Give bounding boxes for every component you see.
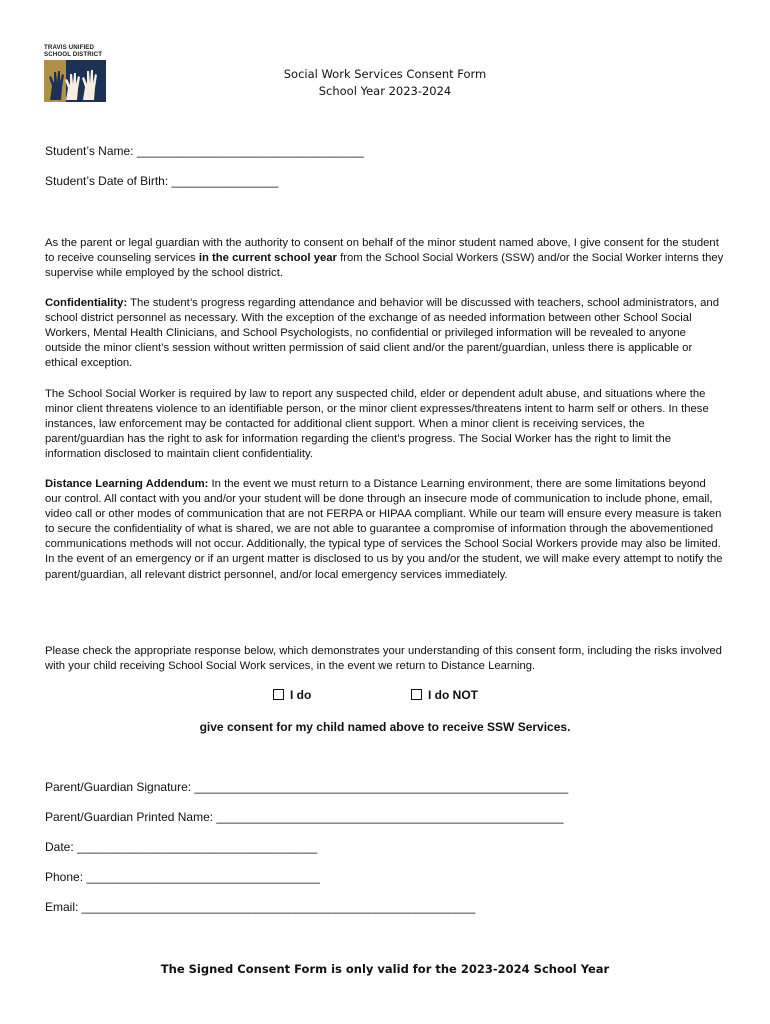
distance-learning-paragraph: Distance Learning Addendum: In the event we must return to a Distance Learning environment, there are some limitations beyond our control. All contact with you and/or your student will be done through an insecure mode of communication to include phone, email, video call or other modes of communication that are not FERPA or HIPAA compliant. While our team will ensure every measure is taken to secure the confidentiality of what is shared, we are not able to guarantee a compromise of information through the abovementioned communications methods will not occur. Additionally, the typical type of services the School Social Workers provide may also be limited. In the event of an emergency or if an urgent matter is disclosed to us by you and/or the student, we will make every attempt to notify the parent/guardian, all relevant district personnel, and/or local emergency services immediately. <box>45 478 723 581</box>
intro-paragraph: As the parent or legal guardian with the authority to consent on behalf of the minor student named above, I give consent for the student to receive counseling services in the current school year from the School Social Workers (SSW) and/or the Social Worker interns they supervise while employed by the school district. <box>45 237 724 280</box>
logo-line-1: TRAVIS UNIFIED <box>44 44 95 51</box>
school-year: School Year 2023-2024 <box>318 84 452 98</box>
reporting-paragraph: The School Social Worker is required by law to report any suspected child, elder or dependent adult abuse, and situations where the minor client threatens violence to an identifiable person, or the minor client expresses/threatens intent to harm self or others. In these instances, law enforcement may be contacted for additional client support. When a minor client is receiving services, the parent/guardian has the right to ask for information regarding the client’s progress. The Social Worker has the right to limit the information disclosed to maintain client confidentiality. <box>45 388 709 461</box>
student-name-field[interactable]: Student’s Name: __________________________________ <box>45 144 364 158</box>
consent-no-option[interactable]: I do NOT <box>411 688 478 702</box>
date-field[interactable]: Date: ____________________________________ <box>45 840 318 854</box>
consent-statement: give consent for my child named above to receive SSW Services. <box>199 720 571 734</box>
guardian-signature-field[interactable]: Parent/Guardian Signature: ________________________________________________________ <box>45 780 569 794</box>
student-dob-field[interactable]: Student’s Date of Birth: ________________ <box>45 174 279 188</box>
checkbox-no[interactable] <box>411 689 422 700</box>
checkbox-yes[interactable] <box>273 689 284 700</box>
distance-learning-label: Distance Learning Addendum: <box>45 478 209 490</box>
phone-field[interactable]: Phone: ___________________________________ <box>45 870 320 884</box>
confidentiality-label: Confidentiality: <box>45 297 128 309</box>
intro-emphasis: in the current school year <box>198 252 337 265</box>
form-title: Social Work Services Consent Form <box>283 67 487 81</box>
guardian-printed-name-field[interactable]: Parent/Guardian Printed Name: ____________________________________________________ <box>45 810 564 824</box>
email-field[interactable]: Email: ___________________________________________________________ <box>45 900 476 914</box>
consent-yes-option[interactable]: I do <box>273 688 311 702</box>
validity-note: The Signed Consent Form is only valid for the 2023-2024 School Year <box>160 962 610 976</box>
check-instructions: Please check the appropriate response below, which demonstrates your understanding of this consent form, including the risks involved with your child receiving School Social Work services, in the event we return to Distance Learning. <box>45 645 722 673</box>
confidentiality-paragraph: Confidentiality: The student’s progress regarding attendance and behavior will be discussed with teachers, school administrators, and school district personnel as necessary. With the exception of the exchange of as needed information between other School Social Workers, Mental Health Clinicians, and School Psychologists, no confidential or privileged information will be revealed to anyone outside the minor client’s session without written permission of said client and/or the parent/guardian, unless there is applicable or ethical exception. <box>45 297 719 370</box>
logo-line-2: SCHOOL DISTRICT <box>44 50 103 58</box>
form-header <box>0 66 770 100</box>
